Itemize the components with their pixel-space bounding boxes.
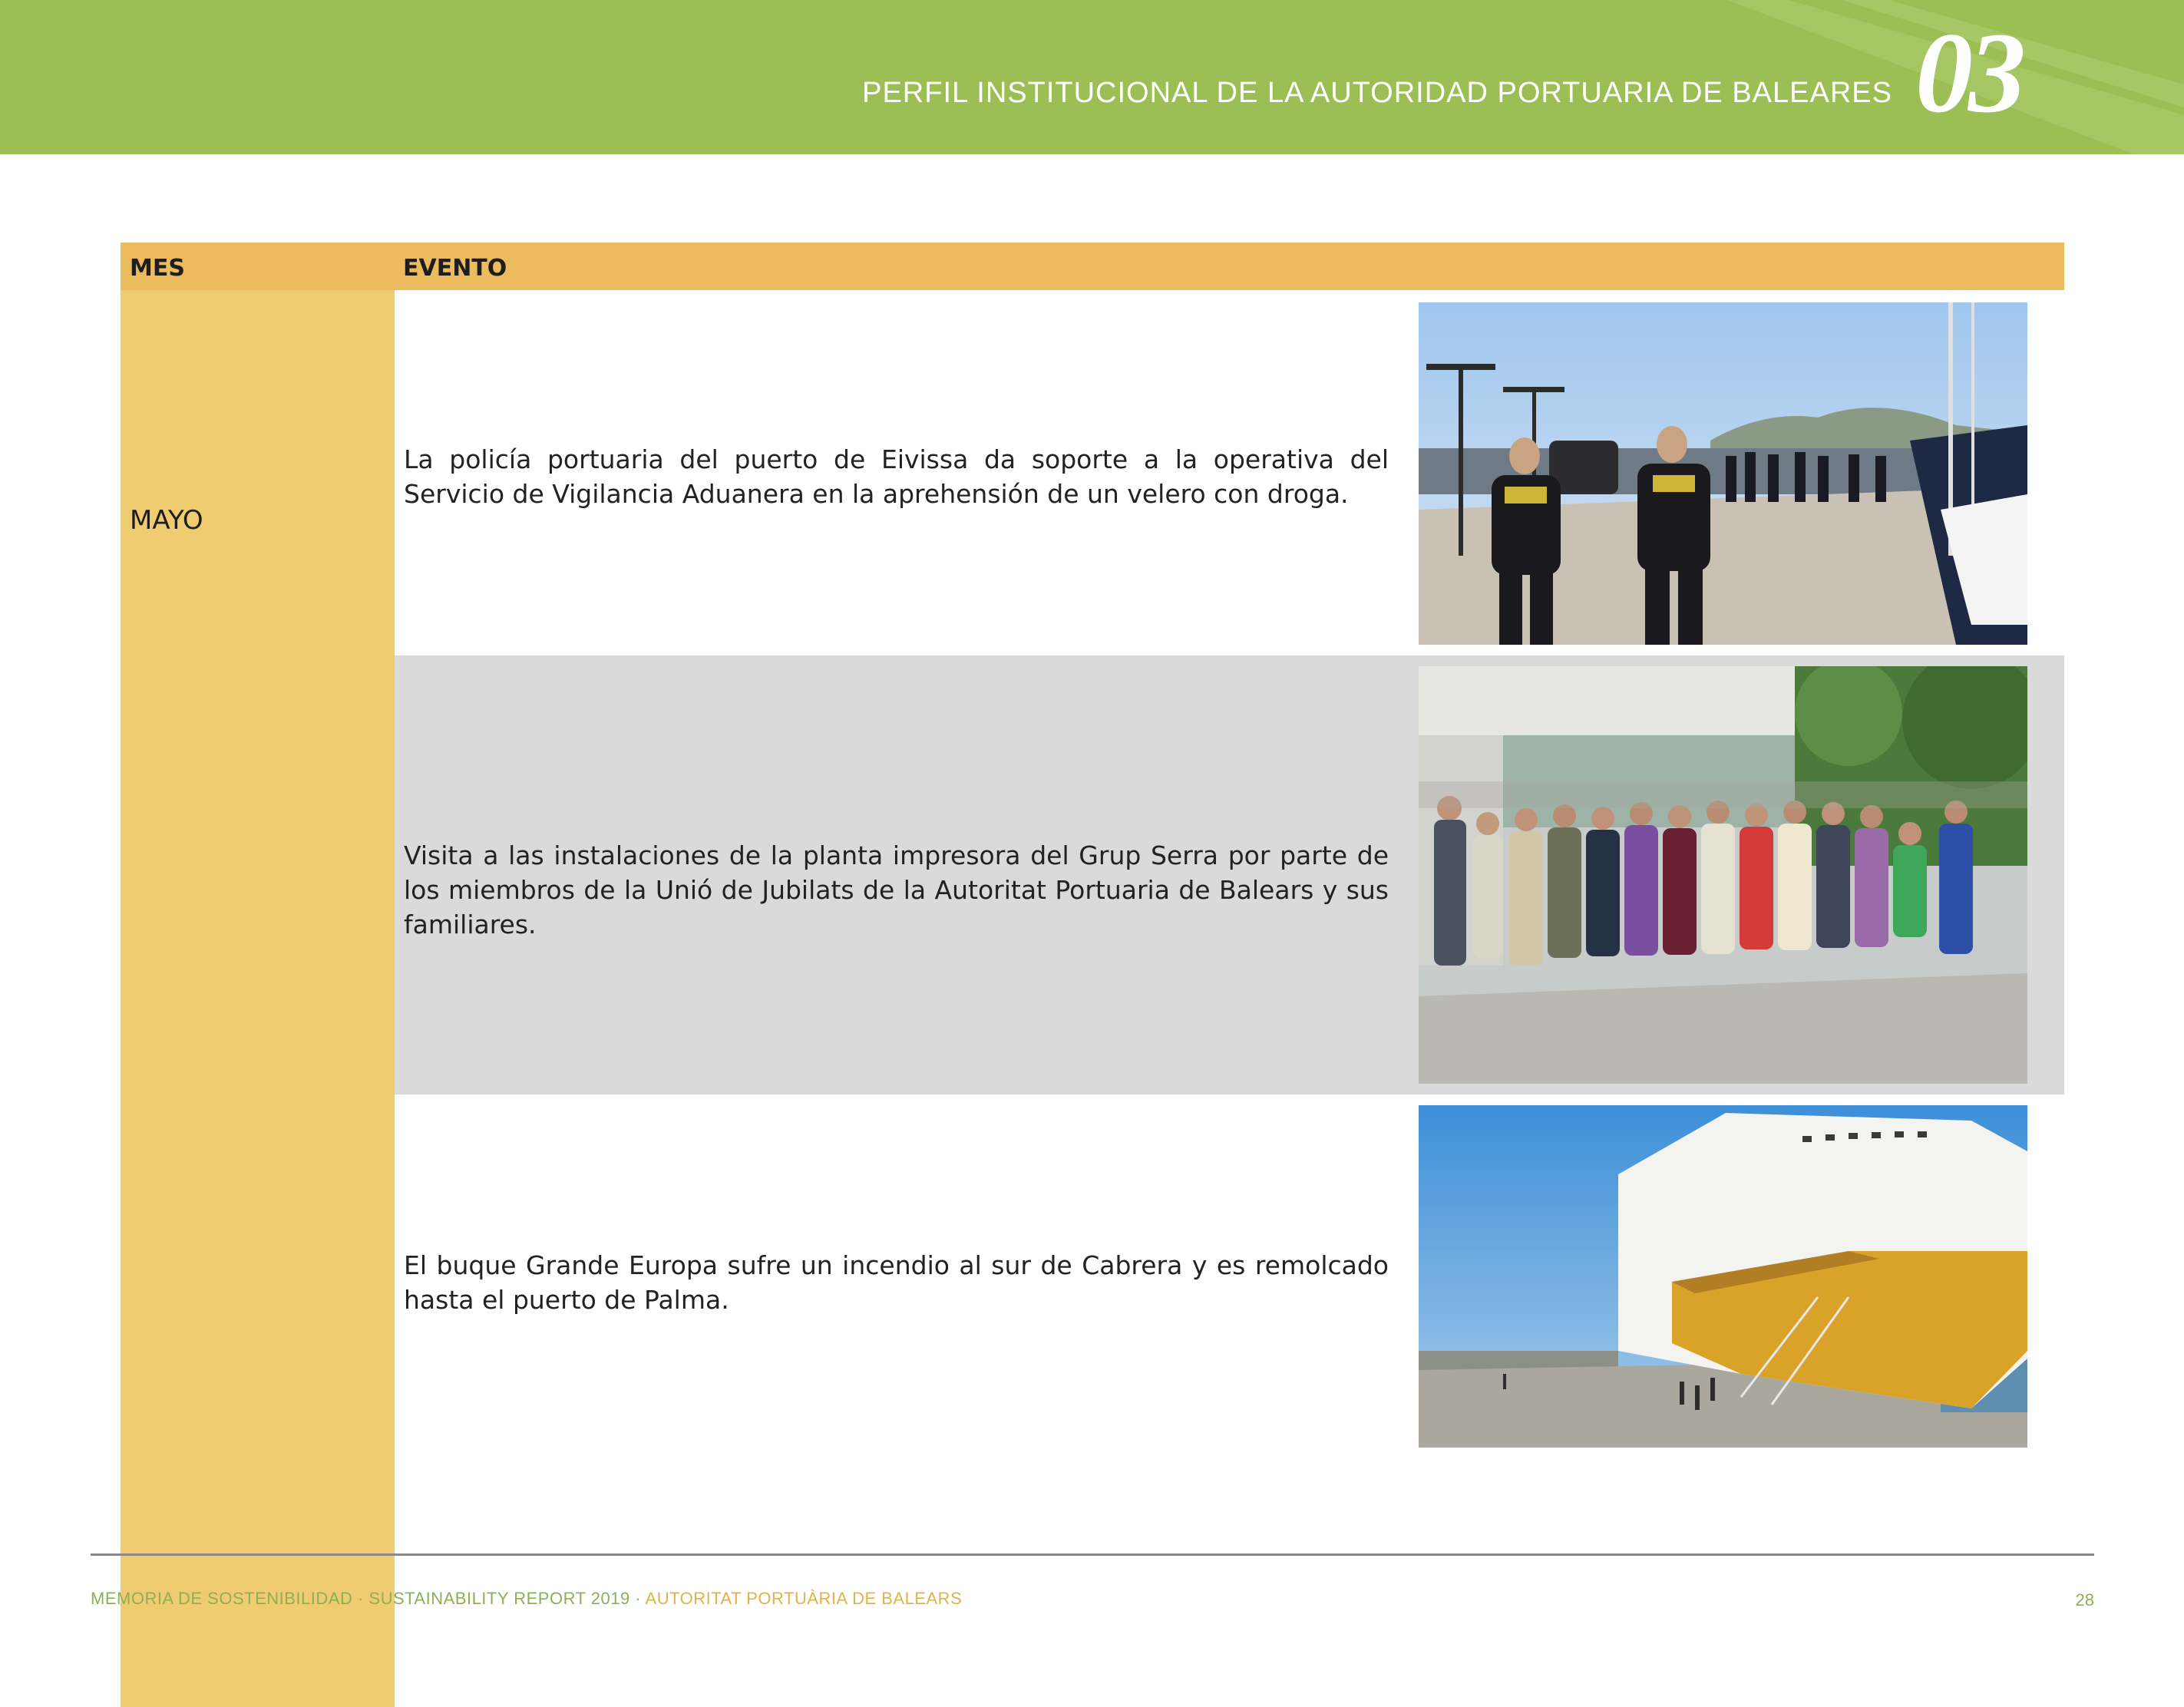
port-police-photo [1419,302,2027,645]
month-label: MAYO [130,505,203,536]
footer-divider [91,1553,2094,1556]
event-description: Visita a las instalaciones de la planta impresora del Grup Serra por parte de los miembros de la Unió de Jubilats de la Autoritat Portuaria de Balears y sus familiares. [404,840,1389,939]
table-row [395,655,2064,1095]
event-description: La policía portuaria del puerto de Eivissa da soporte a la operativa del Servicio de Vigilancia Aduanera en la aprehensión de un velero con droga. [404,444,1389,509]
footer-text [91,1589,962,1609]
event-description: El buque Grande Europa sufre un incendio al sur de Cabrera y es remolcado hasta el puerto de Palma. [404,1250,1389,1315]
table-row [395,1095,2064,1707]
group-visit-photo [1419,666,2027,1084]
footer-report-title: MEMORIA DE SOSTENIBILIDAD · SUSTAINABILITY REPORT 2019 · [91,1589,646,1608]
footer-organization: AUTORITAT PORTUÀRIA DE BALEARS [645,1589,963,1608]
page-header [0,0,2184,154]
table-header [121,243,2064,290]
table-row [395,290,2064,655]
column-header-evento: EVENTO [403,255,507,282]
header-title: PERFIL INSTITUCIONAL DE LA AUTORIDAD PORTUARIA DE BALEARES [862,77,1892,109]
chapter-number: 03 [1915,9,2021,137]
ship-grande-europa-photo [1419,1105,2027,1448]
month-cell [121,290,395,1707]
page-number: 28 [2075,1590,2094,1610]
column-header-mes: MES [130,255,185,282]
